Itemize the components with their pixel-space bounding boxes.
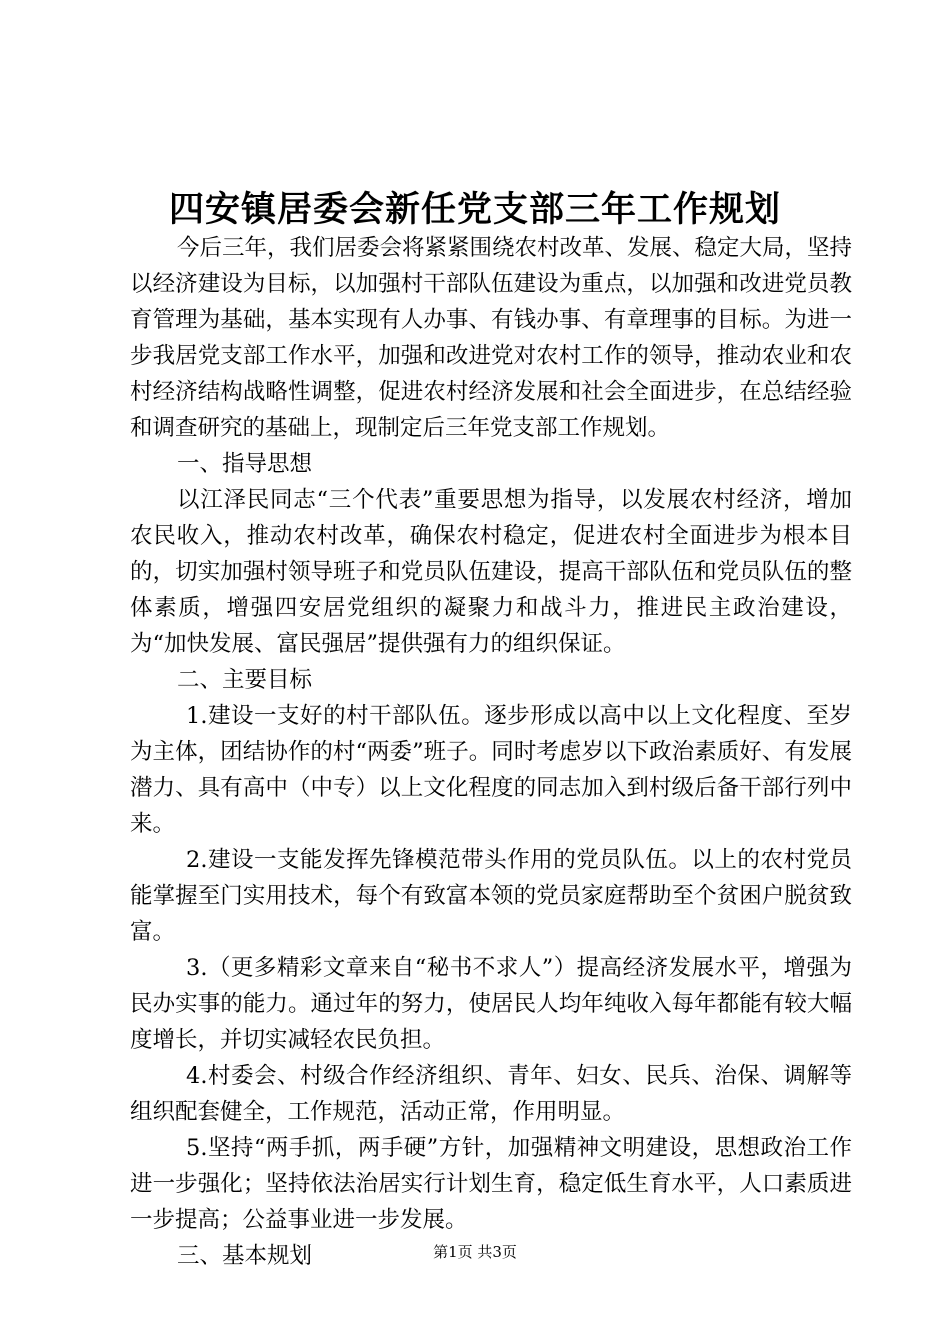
goal-item-3: 3.（更多精彩文章来自“秘书不求人”）提高经济发展水平，增强为民办实事的能力。通过年的努力，使居民人均年纯收入每年都能有较大幅度增长，并切实减轻农民负担。 [130, 955, 852, 1053]
goal-item-4: 4.村委会、村级合作经济组织、青年、妇女、民兵、治保、调解等组织配套健全，工作规范，活动正常，作用明显。 [130, 1063, 852, 1125]
document-body [130, 230, 852, 1274]
guiding-thought-paragraph: 以江泽民同志“三个代表”重要思想为指导，以发展农村经济，增加农民收入，推动农村改革，确保农村稳定，促进农村全面进步为根本目的，切实加强村领导班子和党员队伍建设，提高干部队伍和党员队伍的整体素质，增强四安居党组织的凝聚力和战斗力，推进民主政治建设，为“加快发展、富民强居”提供强有力的组织保证。 [130, 487, 852, 657]
section-heading-guiding-thought: 一、指导思想 [177, 451, 313, 477]
section-heading-main-goals: 二、主要目标 [177, 667, 313, 693]
goal-item-2: 2.建设一支能发挥先锋模范带头作用的党员队伍。以上的农村党员能掌握至门实用技术，每个有致富本领的党员家庭帮助至个贫困户脱贫致富。 [130, 847, 852, 945]
goal-item-1: 1.建设一支好的村干部队伍。逐步形成以高中以上文化程度、至岁为主体，团结协作的村“两委”班子。同时考虑岁以下政治素质好、有发展潜力、具有高中（中专）以上文化程度的同志加入到村级后备干部行列中来。 [130, 703, 852, 837]
page-number-footer: 第1页 共3页 [433, 1243, 517, 1261]
intro-paragraph: 今后三年，我们居委会将紧紧围绕农村改革、发展、稳定大局，坚持以经济建设为目标，以加强村干部队伍建设为重点，以加强和改进党员教育管理为基础，基本实现有人办事、有钱办事、有章理事的目标。为进一步我居党支部工作水平，加强和改进党对农村工作的领导，推动农业和农村经济结构战略性调整，促进农村经济发展和社会全面进步，在总结经验和调查研究的基础上，现制定后三年党支部工作规划。 [130, 235, 853, 441]
section-heading-basic-plan: 三、基本规划 [177, 1243, 313, 1269]
document-title: 四安镇居委会新任党支部三年工作规划 [168, 189, 781, 230]
goal-item-5: 5.坚持“两手抓，两手硬”方针，加强精神文明建设，思想政治工作进一步强化；坚持依法治居实行计划生育，稳定低生育水平，人口素质进一步提高；公益事业进一步发展。 [130, 1135, 852, 1233]
